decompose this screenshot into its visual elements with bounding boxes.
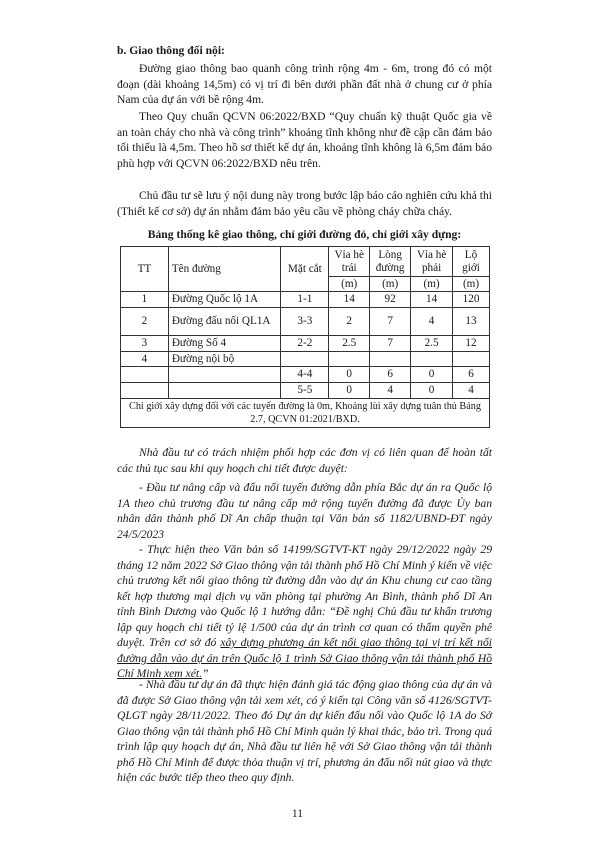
- cell-boundary: 4: [453, 383, 490, 399]
- cell-tt: 4: [121, 352, 169, 367]
- header-boundary: Lộ giới: [453, 247, 490, 277]
- letter-text: - Thực hiện theo Văn bản số 14199/SGTVT-KT ngày 29/12/2022 ngày 29 tháng 12 năm 2022 Sở Giao thông vận tải thành phố Hồ Chí Minh ý kiến về việc chủ trương kết nối giao thông từ đường dẫn vào dự án Khu chung cư cao tầng kết hợp thương mại dịch vụ văn phòng tại phường An Bình, thành phố Dĩ An tỉnh Bình Dương vào Quốc lộ 1 hướng dẫn: “Đề nghị Chủ đầu tư khẩn trương lập quy hoạch chi tiết tỷ lệ 1/500 của dự án trình cơ quan có thẩm quyền phê duyệt. Trên cơ sở đó: [117, 543, 492, 649]
- table-note: Chỉ giới xây dựng đối với các tuyến đường là 0m, Khoảng lùi xây dựng tuân thủ Bảng 2.7, QCVN 01:2021/BXD.: [121, 399, 490, 428]
- cell-road: 7: [370, 336, 411, 352]
- cell-road: [370, 352, 411, 367]
- paragraph-transport-dept-letter: [117, 542, 492, 682]
- closing-quote: ”: [202, 667, 209, 680]
- paragraph-traffic-impact: - Nhà đầu tư dự án đã thực hiện đánh giá tác động giao thông của dự án và đã được Sở Giao thông vận tải xem xét, có ý kiến tại Công văn số 4126/SGTVT-QLGT ngày 28/11/2022. Theo đó Dự án dự kiến đấu nối vào Quốc lộ 1A do Sở Giao thông vận tải thành phố Hồ Chí Minh quản lý khai thác, bảo trì. Trong quá trình lập quy hoạch dự án, Nhà đầu tư liên hệ với Sở Giao thông vận tải thành phố Hồ Chí Minh để được thỏa thuận vị trí, phương án đấu nối nút giao và thực hiện các bước tiếp theo theo quy định.: [117, 678, 492, 784]
- table-row: [121, 383, 490, 399]
- cell-boundary: 6: [453, 367, 490, 383]
- cell-right: 0: [411, 383, 453, 399]
- header-road-name: Tên đường: [168, 247, 281, 292]
- cell-road-name: Đường nội bộ: [168, 352, 281, 367]
- table-row: [121, 292, 490, 308]
- cell-right: 2.5: [411, 336, 453, 352]
- cell-road: 92: [370, 292, 411, 308]
- cell-boundary: [453, 352, 490, 367]
- page-number: 11: [291, 807, 304, 820]
- cell-road-name: [168, 383, 281, 399]
- cell-road-name: Đường Quốc lộ 1A: [168, 292, 281, 308]
- cell-left: 2: [329, 308, 370, 336]
- cell-boundary: 120: [453, 292, 490, 308]
- cell-boundary: 12: [453, 336, 490, 352]
- cell-right: 4: [411, 308, 453, 336]
- header-cross-section: Mặt cắt: [281, 247, 329, 292]
- unit-boundary: (m): [453, 277, 490, 292]
- cell-section: 5-5: [281, 383, 329, 399]
- paragraph-road-width: Đường giao thông bao quanh công trình rộng 4m - 6m, trong đó có một đoạn (dài khoảng 14,5m) có vị trí đi bên dưới phần đất nhà ở chung cư ở phía Nam của dự án với bề rộng 4m.: [117, 62, 492, 106]
- cell-road: 4: [370, 383, 411, 399]
- header-road: Lòng đường: [370, 247, 411, 277]
- cell-road: 6: [370, 367, 411, 383]
- cell-right: 14: [411, 292, 453, 308]
- cell-tt: 3: [121, 336, 169, 352]
- cell-boundary: 13: [453, 308, 490, 336]
- cell-right: [411, 352, 453, 367]
- table-row: [121, 367, 490, 383]
- traffic-statistics-table: [120, 246, 490, 428]
- section-heading: b. Giao thông đối nội:: [117, 44, 225, 57]
- header-tt: TT: [121, 247, 169, 292]
- header-right-sidewalk: Vỉa hè phải: [411, 247, 453, 277]
- table-title: Bảng thống kê giao thông, chỉ giới đường đỏ, chỉ giới xây dựng:: [147, 228, 462, 241]
- cell-tt: 1: [121, 292, 169, 308]
- cell-left: 14: [329, 292, 370, 308]
- cell-section: 4-4: [281, 367, 329, 383]
- table-row: [121, 352, 490, 367]
- unit-left: (m): [329, 277, 370, 292]
- cell-section: 3-3: [281, 308, 329, 336]
- unit-right: (m): [411, 277, 453, 292]
- cell-section: [281, 352, 329, 367]
- cell-left: 0: [329, 383, 370, 399]
- table-header-row: [121, 247, 490, 277]
- cell-left: [329, 352, 370, 367]
- paragraph-investor-note: Chủ đầu tư sẽ lưu ý nội dung này trong bước lập báo cáo nghiên cứu khả thi (Thiết kế cơ sở) dự án nhằm đảm bảo yêu cầu về phòng cháy chữa cháy.: [117, 189, 492, 218]
- paragraph-road-upgrade: - Đầu tư nâng cấp và đấu nối tuyến đường dẫn phía Bắc dự án ra Quốc lộ 1A theo chủ trương đầu tư nâng cấp mở rộng tuyến đường đã được Ủy ban nhân dân thành phố Dĩ An chấp thuận tại Văn bản số 1182/UBND-ĐT ngày 24/5/2023: [117, 481, 492, 541]
- underlined-instruction: xây dựng phương án kết nối giao thông tại vị trí kết nối đường dẫn vào dự án trên Quốc lộ 1 trình Sở Giao thông vận tải thành phố Hồ Chí Minh xem xét.: [117, 636, 492, 680]
- header-left-sidewalk: Vỉa hè trái: [329, 247, 370, 277]
- cell-road-name: [168, 367, 281, 383]
- table-note-row: [121, 399, 490, 428]
- cell-left: 0: [329, 367, 370, 383]
- table-row: [121, 308, 490, 336]
- table-row: [121, 336, 490, 352]
- cell-right: 0: [411, 367, 453, 383]
- cell-road-name: Đường Số 4: [168, 336, 281, 352]
- cell-left: 2.5: [329, 336, 370, 352]
- cell-road-name: Đường đấu nối QL1A: [168, 308, 281, 336]
- paragraph-regulation: Theo Quy chuẩn QCVN 06:2022/BXD “Quy chuẩn kỹ thuật Quốc gia về an toàn cháy cho nhà và công trình” khoảng tĩnh không như đề cập cần đảm bảo tối thiểu là 4,5m. Theo hồ sơ thiết kế dự án, khoảng tĩnh không là 6,5m đảm bảo phù hợp với QCVN 06:2022/BXD nêu trên.: [117, 110, 492, 170]
- cell-tt: 2: [121, 308, 169, 336]
- unit-road: (m): [370, 277, 411, 292]
- cell-road: 7: [370, 308, 411, 336]
- cell-tt: [121, 367, 169, 383]
- cell-section: 1-1: [281, 292, 329, 308]
- cell-section: 2-2: [281, 336, 329, 352]
- cell-tt: [121, 383, 169, 399]
- paragraph-investor-responsibility: Nhà đầu tư có trách nhiệm phối hợp các đơn vị có liên quan để hoàn tất các thủ tục sau khi quy hoạch chi tiết được duyệt:: [117, 446, 492, 475]
